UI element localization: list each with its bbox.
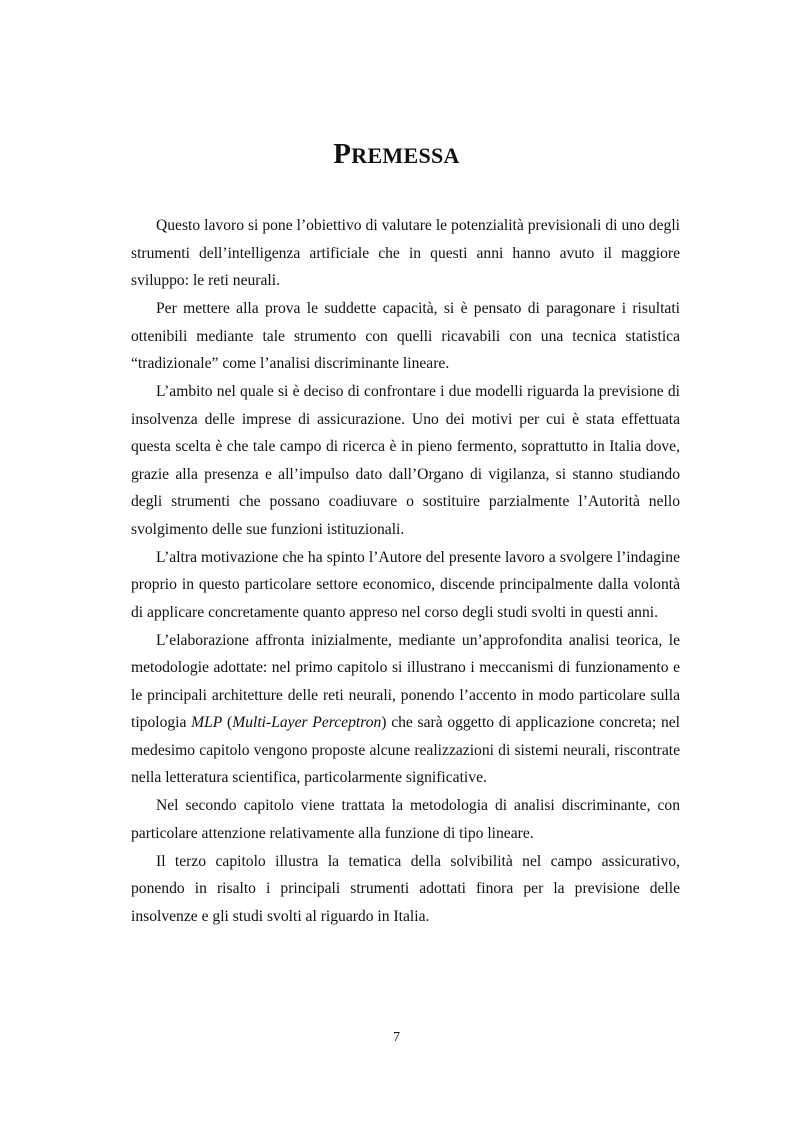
paragraph (131, 627, 680, 792)
paragraph (131, 378, 680, 543)
title-rest: REMESSA (351, 143, 460, 168)
paragraph (131, 212, 680, 295)
italic-text: MLP (191, 714, 223, 731)
paragraph-text: Per mettere alla prova le suddette capacità, si è pensato di paragonare i risultati ottenibili mediante tale strumento con quelli ricavabili con una tecnica statistica “tradizionale” come l’analisi discriminante lineare. (131, 300, 680, 372)
page-title (0, 138, 793, 171)
page-number: 7 (393, 1030, 400, 1045)
paragraph-text: Nel secondo capitolo viene trattata la metodologia di analisi discriminante, con particolare attenzione relativamente alla funzione di tipo lineare. (131, 797, 680, 842)
paragraph (131, 544, 680, 627)
paragraph (131, 792, 680, 847)
paragraph-text: Il terzo capitolo illustra la tematica della solvibilità nel campo assicurativo, ponendo in risalto i principali strumenti adottati finora per la previsione delle insolvenze e gli studi svolti al riguardo in Italia. (131, 852, 680, 925)
paragraph-text: L’altra motivazione che ha spinto l’Autore del presente lavoro a svolgere l’indagine proprio in questo particolare settore economico, discende principalmente dalla volontà di applicare concretamente quanto appreso nel corso degli studi svolti in questi anni. (131, 548, 680, 621)
body-text (131, 212, 680, 930)
italic-text: Multi-Layer Perceptron (232, 714, 382, 731)
paragraph (131, 295, 680, 378)
paragraph-text: L’elaborazione affronta inizialmente, mediante un’approfondita analisi teorica, le metodologie adottate: nel primo capitolo si illustrano i meccanismi di funzionamento e le principali architetture delle reti neurali, ponendo l’accento in modo particolare sulla tipologia (131, 631, 680, 731)
paragraph-text: L’ambito nel quale si è deciso di confrontare i due modelli riguarda la previsione di insolvenza delle imprese di assicurazione. Uno dei motivi per cui è stata effettuata questa scelta è che tale campo di ricerca è in pieno fermento, soprattutto in Italia dove, grazie alla presenza e all’impulso dato dall’Organo di vigilanza, si stanno studiando degli strumenti che possano coadiuvare o sostituire parzialmente l’Autorità nello svolgimento delle sue funzioni istituzionali. (131, 383, 680, 538)
paragraph (131, 848, 680, 931)
paragraph-text: Questo lavoro si pone l’obiettivo di valutare le potenzialità previsionali di uno degli strumenti dell’intelligenza artificiale che in questi anni hanno avuto il maggiore sviluppo: le reti neurali. (131, 217, 680, 289)
paragraph-text: ) che sarà oggetto di applicazione concreta; nel medesimo capitolo vengono proposte alcune realizzazioni di sistemi neurali, riscontrate nella letteratura scientifica, particolarmente significative. (131, 714, 681, 786)
paragraph-text: ( (222, 714, 233, 731)
title-initial: P (333, 138, 352, 170)
